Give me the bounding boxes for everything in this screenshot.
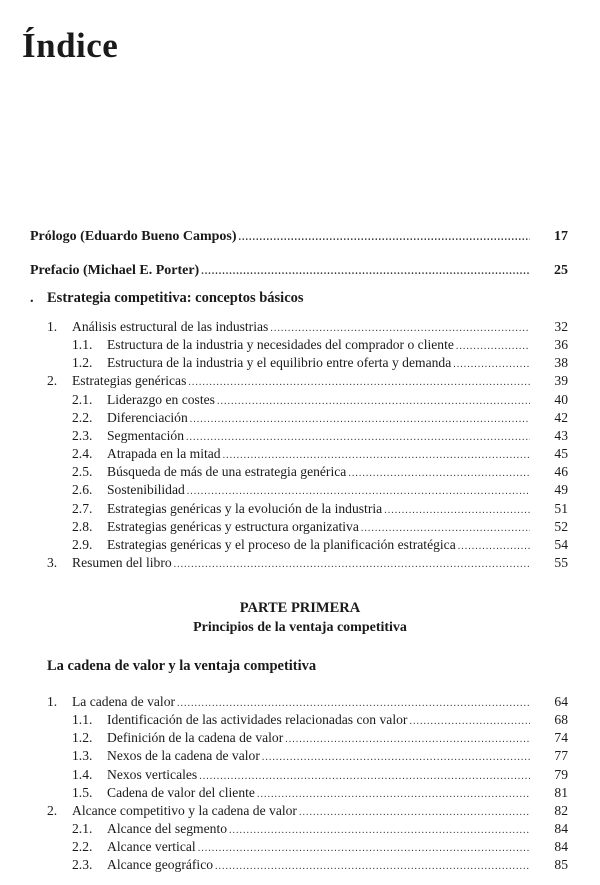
- page-number: 32: [554, 319, 568, 334]
- entry-title: Cadena de valor del cliente: [107, 784, 255, 800]
- entry-title: Prólogo (Eduardo Bueno Campos): [30, 229, 237, 244]
- toc-entry[interactable]: [72, 856, 568, 874]
- toc-entry[interactable]: [72, 463, 568, 481]
- dot-leader: [201, 263, 530, 281]
- page-number: 64: [554, 694, 568, 709]
- toc-entry[interactable]: [72, 536, 568, 554]
- toc-entry[interactable]: [72, 336, 568, 354]
- toc-entry[interactable]: [30, 262, 568, 280]
- entry-title: Sostenibilidad: [107, 482, 185, 498]
- toc-entry[interactable]: [72, 391, 568, 409]
- toc-entry[interactable]: [72, 481, 568, 499]
- toc-entry[interactable]: [72, 445, 568, 463]
- entry-title: Estrategias genéricas: [72, 373, 187, 389]
- entry-title: Alcance del segmento: [107, 821, 228, 837]
- entry-title: Nexos verticales: [107, 766, 198, 782]
- toc-entry[interactable]: [72, 747, 568, 765]
- entry-number: 2.7.: [72, 500, 93, 516]
- page-number: 45: [554, 446, 568, 462]
- entry-number: 1.2.: [72, 730, 93, 746]
- entry-number: 2.8.: [72, 518, 93, 534]
- entry-title: La cadena de valor: [72, 694, 176, 709]
- page-number: 68: [554, 712, 568, 728]
- entry-number: 1.1.: [72, 712, 93, 728]
- page-number: 46: [554, 464, 568, 480]
- chapter-title: La cadena de valor y la ventaja competitiva: [47, 658, 317, 674]
- page-number: 25: [554, 263, 568, 278]
- entry-title: Atrapada en la mitad: [107, 446, 221, 462]
- entry-title: Estrategias genéricas y estructura organizativa: [107, 518, 359, 534]
- page-number: 79: [554, 766, 568, 782]
- toc-entry[interactable]: [72, 729, 568, 747]
- dot-leader: [215, 858, 530, 876]
- entry-title: Identificación de las actividades relacionadas con valor: [107, 712, 408, 728]
- dot-leader: [239, 229, 530, 247]
- toc-entry[interactable]: [47, 802, 568, 820]
- page-number: 17: [554, 229, 568, 244]
- entry-title: Estructura de la industria y necesidades del comprador o cliente: [107, 337, 454, 353]
- entry-title: Liderazgo en costes: [107, 391, 215, 407]
- entry-title: Resumen del libro: [72, 554, 172, 570]
- entry-number: 1.2.: [72, 355, 93, 371]
- toc-entry[interactable]: [30, 228, 568, 246]
- entry-number: 2.3.: [72, 427, 93, 443]
- page-number: 84: [554, 839, 568, 855]
- entry-title: Definición de la cadena de valor: [107, 730, 284, 746]
- page-number: 49: [554, 482, 568, 498]
- toc-entry[interactable]: [72, 354, 568, 372]
- entry-number: 3.: [47, 554, 58, 570]
- entry-number: 2.5.: [72, 464, 93, 480]
- chapter-title: Estrategia competitiva: conceptos básicos: [47, 290, 304, 306]
- page-number: 52: [554, 518, 568, 534]
- entry-title: Alcance vertical: [107, 839, 196, 855]
- entry-number: 1.: [47, 319, 58, 334]
- entry-number: 2.: [47, 373, 58, 389]
- toc-entry[interactable]: [72, 820, 568, 838]
- toc-entry[interactable]: [72, 427, 568, 445]
- part-subtitle: Principios de la ventaja competitiva: [193, 620, 407, 635]
- page-number: 55: [554, 554, 568, 570]
- entry-title: Búsqueda de más de una estrategia genérica: [107, 464, 347, 480]
- page-number: 39: [554, 373, 568, 389]
- entry-number: 2.4.: [72, 446, 93, 462]
- entry-title: Estrategias genéricas y la evolución de la industria: [107, 500, 383, 516]
- page-number: 40: [554, 391, 568, 407]
- entry-number: 2.: [47, 802, 58, 818]
- page-number: 38: [554, 355, 568, 371]
- entry-number: 1.5.: [72, 784, 93, 800]
- entry-title: Diferenciación: [107, 409, 188, 425]
- toc-entry[interactable]: [47, 372, 568, 390]
- part-label: PARTE PRIMERA: [239, 600, 361, 616]
- entry-title: Estrategias genéricas y el proceso de la planificación estratégica: [107, 536, 456, 552]
- entry-number: 2.1.: [72, 821, 93, 837]
- entry-number: 1.4.: [72, 766, 93, 782]
- entry-number: 2.2.: [72, 839, 93, 855]
- page-number: 36: [554, 337, 568, 353]
- toc-entry[interactable]: [47, 554, 568, 572]
- page-number: 42: [554, 409, 568, 425]
- entry-title: Alcance competitivo y la cadena de valor: [72, 802, 297, 818]
- entry-number: 2.9.: [72, 536, 93, 552]
- chapter-heading: . Estrategia competitiva: conceptos básicos: [30, 290, 304, 306]
- toc-entry[interactable]: [72, 784, 568, 802]
- page-number: 54: [554, 536, 568, 552]
- toc-entry[interactable]: [47, 318, 568, 336]
- entry-number: 1.1.: [72, 337, 93, 353]
- entry-title: Alcance geográfico: [107, 857, 214, 873]
- entry-title: Estructura de la industria y el equilibrio entre oferta y demanda: [107, 355, 452, 371]
- entry-title: Prefacio (Michael E. Porter): [30, 263, 200, 278]
- toc-entry[interactable]: [72, 500, 568, 518]
- entry-title: Segmentación: [107, 427, 185, 443]
- entry-title: Análisis estructural de las industrias: [72, 319, 269, 334]
- page-number: 74: [554, 730, 568, 746]
- entry-number: 2.2.: [72, 409, 93, 425]
- entry-number: 2.6.: [72, 482, 93, 498]
- page-number: 84: [554, 821, 568, 837]
- toc-entry[interactable]: [72, 409, 568, 427]
- page-number: 43: [554, 427, 568, 443]
- page-title: Índice: [22, 26, 119, 65]
- page-number: 82: [554, 802, 568, 818]
- entry-number: 1.: [47, 694, 58, 709]
- entry-title: Nexos de la cadena de valor: [107, 748, 260, 764]
- page-number: 77: [554, 748, 568, 764]
- entry-number: 2.1.: [72, 391, 93, 407]
- page-number: 51: [554, 500, 568, 516]
- page-number: 81: [554, 784, 568, 800]
- entry-number: 2.3.: [72, 857, 93, 873]
- toc-entry[interactable]: [72, 838, 568, 856]
- page-number: 85: [554, 857, 568, 873]
- toc-entry[interactable]: [47, 693, 568, 711]
- toc-entry[interactable]: [72, 766, 568, 784]
- entry-number: 1.3.: [72, 748, 93, 764]
- toc-entry[interactable]: [72, 711, 568, 729]
- dot-leader: [174, 556, 530, 574]
- toc-entry[interactable]: [72, 518, 568, 536]
